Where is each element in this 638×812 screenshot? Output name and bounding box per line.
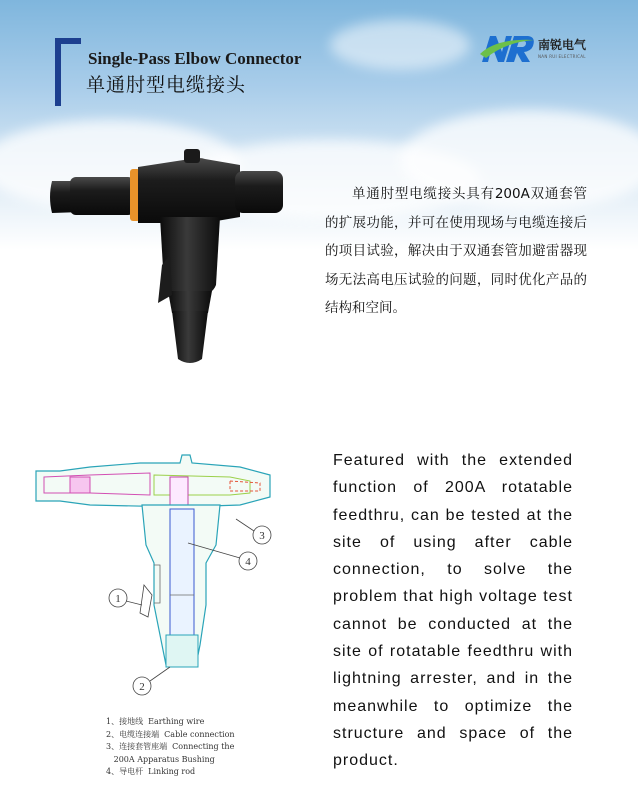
logo-name-english: NAN RUI ELECTRICAL	[538, 54, 586, 59]
description-english: Featured with the extended function of 200A rotatable feedthru, can be tested at the site of using after cable connection, to solve the problem that high voltage test cannot be conducted at the site of rotatable feedthru with lightning arrester, and in the meanwhile to optimize the structure and space of the product.	[333, 452, 573, 770]
page-title-chinese: 单通肘型电缆接头	[86, 74, 247, 96]
diagram-legend	[106, 716, 306, 779]
legend-item: 2、电缆连接端 Cable connection	[106, 729, 235, 739]
legend-item: 3、连接套管座端 Connecting the	[106, 742, 235, 751]
logo-name-chinese: 南锐电气	[538, 38, 587, 52]
elbow-connector-photo	[40, 145, 300, 375]
legend-item: 1、接地线 Earthing wire	[106, 717, 205, 726]
cloud	[330, 20, 470, 70]
title-bracket	[55, 38, 81, 106]
callout-1-label: 1	[115, 593, 121, 605]
page-title-english: Single-Pass Elbow Connector	[88, 49, 302, 68]
description-chinese: 单通肘型电缆接头具有200A双通套管的扩展功能，并可在使用现场与电缆连接后的项目试验，解决由于双通套管加避雷器现场无法高电压试验的问题，同时优化产品的结构和空间。	[325, 186, 587, 316]
callout-2-label: 2	[139, 681, 145, 693]
legend-item: 200A Apparatus Bushing	[106, 754, 215, 764]
legend-item: 4、导电杆 Linking rod	[106, 767, 196, 776]
cross-section-diagram	[30, 445, 300, 715]
callout-3-label: 3	[259, 530, 265, 542]
callout-4-label: 4	[245, 556, 251, 568]
